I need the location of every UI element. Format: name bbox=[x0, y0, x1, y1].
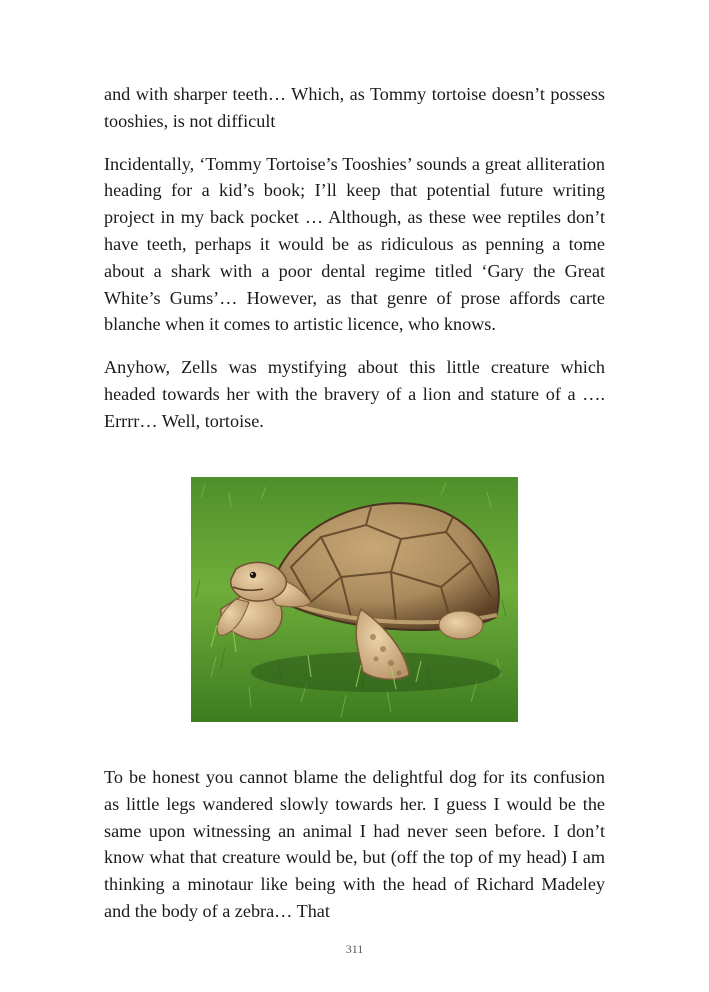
text-block-top bbox=[104, 81, 605, 435]
text-block-bottom bbox=[104, 764, 605, 925]
paragraph-2: Incidentally, ‘Tommy Tortoise’s Tooshies’ sounds a great alliteration heading for a kid’s book; I’ll keep that potential future writing project in my back pocket … Although, as these wee reptiles don’t have teeth, perhaps it would be as ridiculous as penning a tome about a shark with a poor dental regime titled ‘Gary the Great White’s Gums’… However, as that genre of prose affords carte blanche when it comes to artistic licence, who knows. bbox=[104, 153, 605, 335]
paragraph-4: To be honest you cannot blame the delightful dog for its confusion as little legs wandered slowly towards her. I guess I would be the same upon witnessing an animal I had never seen before. I don’t know what that creature would be, but (off the top of my head) I am thinking a minotaur like being with the head of Richard Madeley and the body of a zebra… That bbox=[104, 767, 605, 921]
tortoise-photo bbox=[191, 477, 518, 722]
page-number: 311 bbox=[345, 942, 364, 956]
paragraph-1: and with sharper teeth… Which, as Tommy tortoise doesn’t possess tooshies, is not difficult bbox=[104, 84, 605, 131]
paragraph-3: Anyhow, Zells was mystifying about this little creature which headed towards her with the bravery of a lion and stature of a …. Errrr… Well, tortoise. bbox=[104, 357, 605, 431]
